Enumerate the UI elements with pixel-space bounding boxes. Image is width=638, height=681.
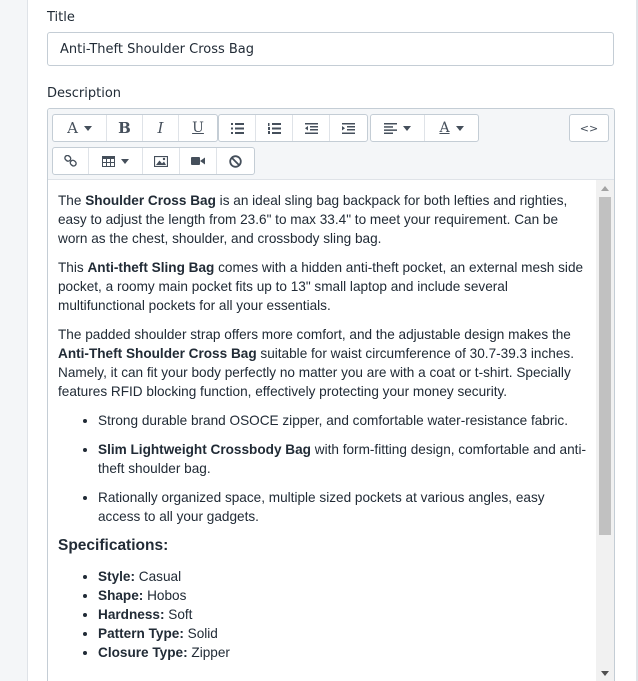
insert-video-button[interactable] <box>180 148 217 174</box>
editor-scrollbar[interactable] <box>596 180 614 681</box>
chevron-down-icon <box>403 126 411 131</box>
list-item: • Shape: Hobos <box>98 586 586 605</box>
link-icon <box>64 155 78 167</box>
editor-toolbar <box>48 109 614 180</box>
bold-text: Anti-Theft Shoulder Cross Bag <box>58 346 257 361</box>
insert-image-button[interactable] <box>143 148 180 174</box>
code-view-icon: <> <box>579 121 599 135</box>
text-color-button[interactable] <box>425 115 478 141</box>
feature-list <box>58 411 586 526</box>
rich-text-editor <box>47 108 615 681</box>
title-label: Title <box>47 10 75 25</box>
code-view-group <box>569 114 609 142</box>
paragraph: The padded shoulder strap offers more comfort, and the adjustable design makes the Anti-Theft Shoulder Cross Bag suitable for waist circumference of 30.7-39.3 inches. Namely, it can fit your body perfectly no matter you are with a coat or t-shirt. Specially features RFID blocking function, effectively protecting your money security. <box>58 327 574 399</box>
italic-button[interactable] <box>143 115 179 141</box>
clear-format-button[interactable] <box>217 148 254 174</box>
bold-text: Anti-theft Sling Bag <box>87 260 215 275</box>
outdent-button[interactable] <box>293 115 330 141</box>
paragraph: The Shoulder Cross Bag is an ideal sling bag backpack for both lefties and righties, easy to adjust the length from 23.6" to max 33.4" to meet your requirement. Can be worn as the chest, shoulder, and crossbody sling bag. <box>58 193 568 246</box>
scroll-down-arrow-icon[interactable] <box>601 671 609 676</box>
list-item: • Rationally organized space, multiple sized pockets at various angles, easy access to all your gadgets. <box>98 488 586 526</box>
chevron-down-icon <box>121 159 129 164</box>
list-item: • Hardness: Soft <box>98 605 586 624</box>
specifications-heading: Specifications: <box>58 537 169 554</box>
outdent-icon <box>305 123 318 134</box>
align-color-group <box>370 114 479 142</box>
list-indent-group <box>218 114 368 142</box>
indent-button[interactable] <box>330 115 367 141</box>
italic-icon: I <box>157 119 164 137</box>
insert-link-button[interactable] <box>53 148 89 174</box>
bullet-list-icon <box>231 123 244 134</box>
product-form-card <box>27 0 638 681</box>
font-icon: A <box>67 119 78 137</box>
bold-button[interactable] <box>107 115 143 141</box>
indent-icon <box>342 123 355 134</box>
title-input[interactable] <box>47 32 614 66</box>
clear-format-icon <box>229 155 242 168</box>
scrollbar-thumb[interactable] <box>599 197 611 535</box>
paragraph: This Anti-theft Sling Bag comes with a hidden anti-theft pocket, an external mesh side pocket, a roomy main pocket fits up to 13" small laptop and include several multifunctional pockets for all your essentials. <box>58 260 584 313</box>
align-dropdown-button[interactable] <box>371 115 425 141</box>
list-item: • Style: Casual <box>98 567 586 586</box>
underline-button[interactable] <box>179 115 217 141</box>
editor-content[interactable] <box>48 180 596 681</box>
video-icon <box>191 156 205 166</box>
list-item: • Closure Type: Zipper <box>98 643 586 662</box>
numbered-list-icon <box>268 123 281 134</box>
bold-text: Shoulder Cross Bag <box>85 193 216 208</box>
numbered-list-button[interactable] <box>256 115 293 141</box>
code-view-button[interactable] <box>570 115 608 141</box>
text-style-group <box>52 114 218 142</box>
insert-table-button[interactable] <box>89 148 143 174</box>
insert-group <box>52 147 255 175</box>
scroll-up-arrow-icon[interactable] <box>601 186 609 191</box>
bold-icon: B <box>118 119 131 137</box>
table-icon <box>102 156 115 167</box>
list-item: • Pattern Type: Solid <box>98 624 586 643</box>
description-label: Description <box>47 86 122 101</box>
bullet-list-button[interactable] <box>219 115 256 141</box>
font-style-button[interactable] <box>53 115 107 141</box>
list-item: • Slim Lightweight Crossbody Bag with form-fitting design, comfortable and anti-theft shoulder bag. <box>98 440 586 478</box>
image-icon <box>154 156 168 167</box>
list-item: • Strong durable brand OSOCE zipper, and comfortable water-resistance fabric. <box>98 411 586 430</box>
underline-icon: U <box>192 120 204 136</box>
chevron-down-icon <box>456 126 464 131</box>
spec-list <box>58 567 586 662</box>
text-color-icon: A <box>439 120 450 136</box>
chevron-down-icon <box>84 126 92 131</box>
align-icon <box>384 123 397 134</box>
